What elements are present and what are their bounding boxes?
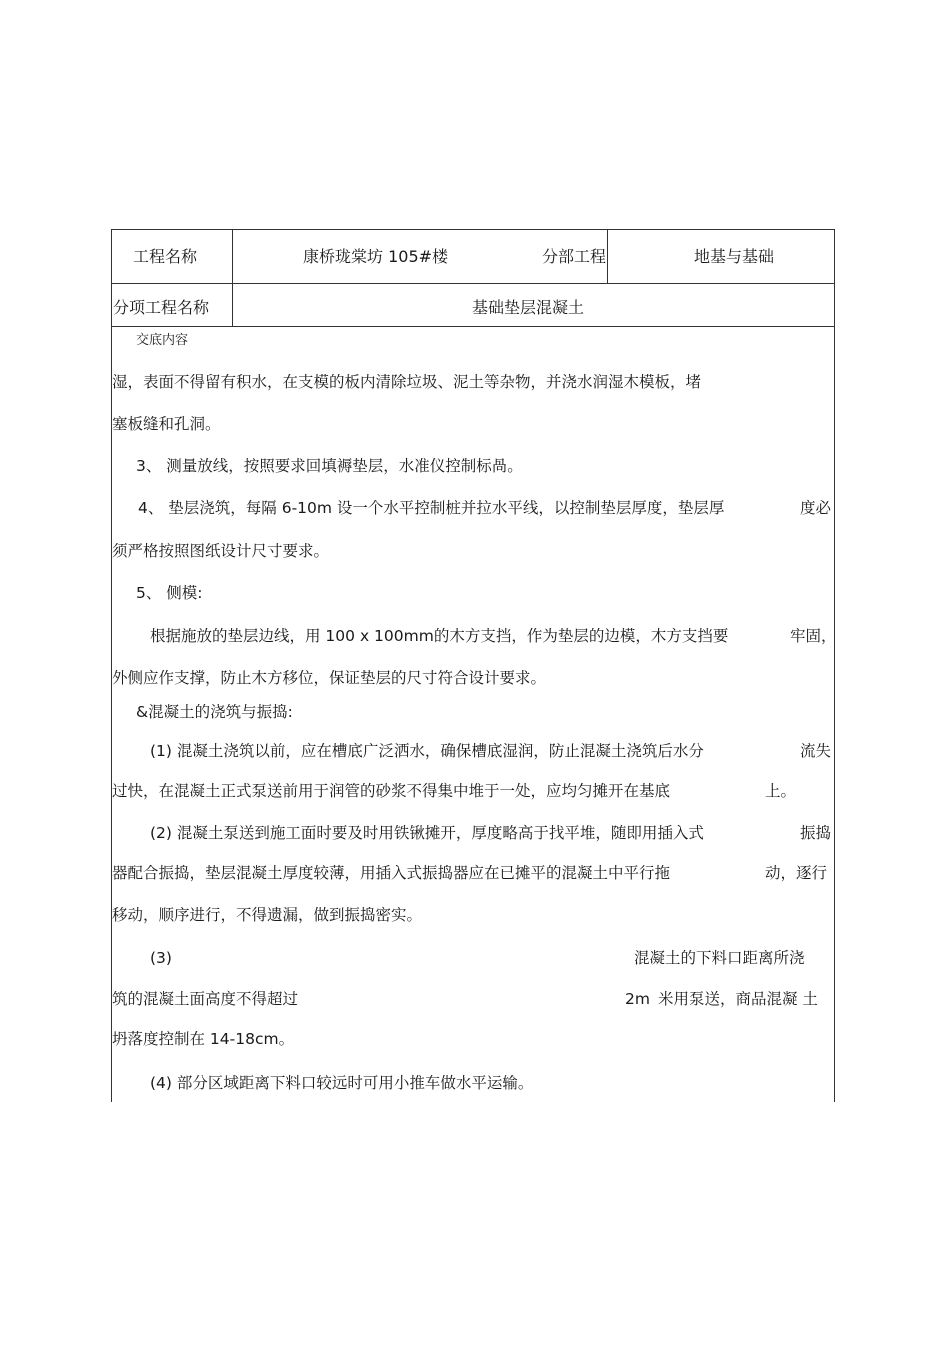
- text-line: 坍落度控制在 14-18cm。: [112, 1030, 295, 1048]
- text-line: 5、 侧模:: [136, 584, 203, 602]
- text-line: 流失: [800, 742, 832, 760]
- project-name-label: 工程名称: [133, 247, 198, 266]
- project-name-value: 康桥珑棠坊 105#楼: [303, 247, 449, 266]
- division-value: 地基与基础: [694, 247, 775, 266]
- division-label: 分部工程: [542, 247, 607, 266]
- text-line: 筑的混凝土面高度不得超过: [112, 990, 299, 1008]
- disclosure-table: [111, 229, 835, 1102]
- subitem-label: 分项工程名称: [113, 298, 210, 317]
- text-line: 混凝土的下料口距离所浇: [634, 949, 805, 967]
- text-line: 米用泵送，商品混凝 土: [658, 990, 818, 1008]
- text-line: 根据施放的垫层边线，用 100 x 100mm的木方支挡，作为垫层的边模，木方支挡要: [150, 627, 729, 645]
- text-line: 塞板缝和孔洞。: [112, 415, 221, 433]
- text-line: (3): [150, 949, 172, 967]
- text-line: 上。: [765, 782, 797, 800]
- text-line: (4) 部分区域距离下料口较远时可用小推车做水平运输。: [150, 1074, 534, 1092]
- text-line: 移动，顺序进行，不得遗漏，做到振捣密实。: [112, 906, 423, 924]
- text-line: (2) 混凝土泵送到施工面时要及时用铁锹摊开，厚度略高于找平堆，随即用插入式: [150, 824, 704, 842]
- text-line: 器配合振捣，垫层混凝土厚度较薄，用插入式振捣器应在已摊平的混凝土中平行拖: [112, 864, 671, 882]
- column-divider: [607, 230, 608, 283]
- section-label: 交底内容: [136, 333, 189, 348]
- text-line: 外侧应作支撑，防止木方移位，保证垫层的尺寸符合设计要求。: [112, 669, 547, 687]
- text-line: 动，逐行: [765, 864, 828, 882]
- text-line: 牢固，: [790, 627, 837, 645]
- column-divider: [232, 230, 233, 326]
- text-line: 须严格按照图纸设计尺寸要求。: [112, 542, 330, 560]
- text-line: 2m: [625, 990, 650, 1008]
- row-divider: [112, 283, 834, 284]
- row-divider: [112, 326, 834, 327]
- text-line: 3、 测量放线，按照要求回填褥垫层，水准仪控制标咼。: [136, 457, 523, 475]
- text-line: 度必: [800, 499, 832, 517]
- text-line: (1) 混凝土浇筑以前，应在槽底广泛洒水，确保槽底湿润，防止混凝土浇筑后水分: [150, 742, 704, 760]
- text-line: 过快，在混凝土正式泵送前用于润管的砂浆不得集中堆于一处，应均匀摊开在基底: [112, 782, 671, 800]
- text-line: 4、 垫层浇筑，每隔 6-10m 设一个水平控制桩并拉水平线，以控制垫层厚度，垫层厚: [138, 499, 725, 517]
- text-line: 湿，表面不得留有积水，在支模的板内清除垃圾、泥土等杂物，并浇水润湿木模板，堵: [112, 373, 702, 391]
- text-line: 振捣: [800, 824, 832, 842]
- text-line: &混凝土的浇筑与振捣:: [136, 703, 293, 721]
- subitem-value: 基础垫层混凝土: [472, 298, 585, 317]
